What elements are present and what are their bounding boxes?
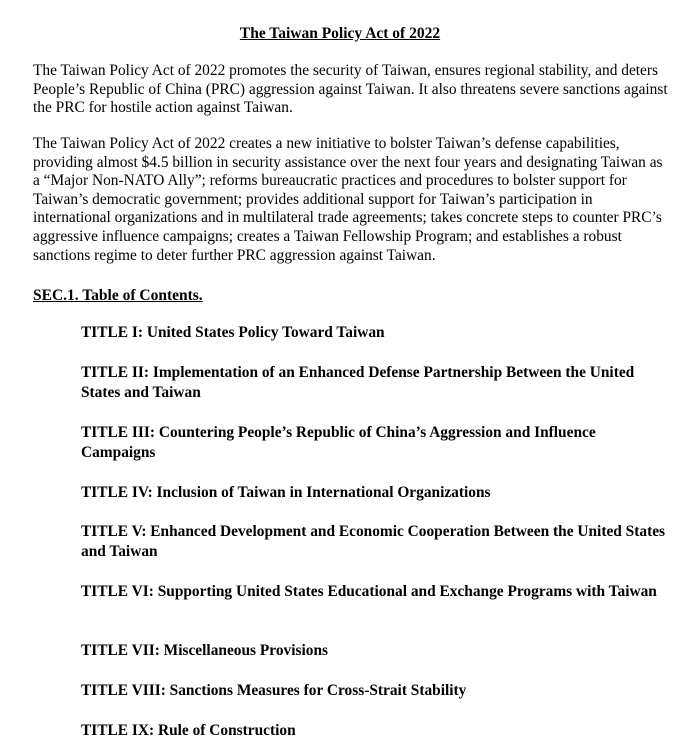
toc-item-title-3: TITLE III: Countering People’s Republic of China’s Aggression and Influence Campaigns: [81, 424, 596, 461]
toc-item-title-1: TITLE I: United States Policy Toward Taiwan: [81, 324, 385, 341]
summary-paragraph: The Taiwan Policy Act of 2022 creates a new initiative to bolster Taiwan’s defense capabilities, providing almost $4.5 billion in security assistance over the next four years and designating Taiwan as a “Major Non-NATO Ally”; reforms bureaucratic practices and procedures to bolster support for Taiwan’s democratic government; provides additional support for Taiwan’s participation in international organizations and in multilateral trade agreements; takes concrete steps to counter PRC’s aggressive influence campaigns; creates a Taiwan Fellowship Program; and establishes a robust sanctions regime to deter further PRC aggression against Taiwan.: [33, 135, 663, 264]
toc-item-title-4: TITLE IV: Inclusion of Taiwan in International Organizations: [81, 484, 491, 501]
toc-item-title-6: TITLE VI: Supporting United States Educational and Exchange Programs with Taiwan: [81, 583, 657, 600]
toc-item-title-2: TITLE II: Implementation of an Enhanced Defense Partnership Between the United States and Taiwan: [81, 364, 635, 401]
toc-item-title-8: TITLE VIII: Sanctions Measures for Cross-Strait Stability: [81, 682, 467, 699]
section-heading: SEC.1. Table of Contents.: [33, 287, 203, 304]
document-title: The Taiwan Policy Act of 2022: [239, 25, 441, 42]
toc-item-title-5: TITLE V: Enhanced Development and Economic Cooperation Between the United States and Taiwan: [81, 523, 666, 560]
toc-item-title-9: TITLE IX: Rule of Construction: [81, 722, 296, 739]
toc-item-title-7: TITLE VII: Miscellaneous Provisions: [81, 642, 329, 659]
intro-paragraph: The Taiwan Policy Act of 2022 promotes the security of Taiwan, ensures regional stability, and deters People’s Republic of China (PRC) aggression against Taiwan. It also threatens severe sanctions against the PRC for hostile action against Taiwan.: [33, 62, 668, 117]
